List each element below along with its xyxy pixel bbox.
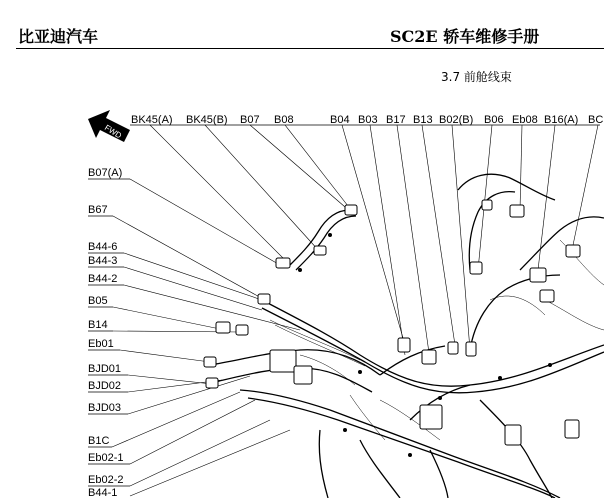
- left-label: BJD02: [88, 380, 122, 392]
- top-label-group: [131, 114, 603, 126]
- left-label: Eb01: [88, 338, 114, 350]
- left-label: B67: [88, 204, 108, 216]
- top-label: B03: [358, 114, 378, 126]
- top-label: B04: [330, 114, 350, 126]
- top-label: B06: [484, 114, 504, 126]
- left-label: Eb02-1: [88, 452, 124, 464]
- top-label: B16(A): [544, 114, 579, 126]
- left-label: B14: [88, 319, 108, 331]
- left-label: B44-3: [88, 255, 118, 267]
- top-label: BC: [588, 114, 604, 126]
- fwd-label: FWD: [102, 123, 124, 141]
- harness-bundles: [210, 174, 604, 498]
- top-label: BK45(A): [131, 114, 173, 126]
- connector-blocks: [204, 200, 580, 445]
- left-label: B44-6: [88, 241, 118, 253]
- fwd-arrow-icon: [88, 110, 130, 142]
- left-label: B1C: [88, 435, 110, 447]
- manual-title: SC2E 轿车维修手册: [390, 27, 540, 46]
- left-label: BJD03: [88, 402, 122, 414]
- left-label: B44-1: [88, 487, 118, 498]
- section-title: 3.7 前舱线束: [441, 70, 512, 84]
- top-label: B07: [240, 114, 260, 126]
- top-label: B17: [386, 114, 406, 126]
- left-label: BJD01: [88, 363, 122, 375]
- left-label: B44-2: [88, 273, 118, 285]
- top-label: B02(B): [439, 114, 474, 126]
- top-label: BK45(B): [186, 114, 228, 126]
- brand-name: 比亚迪汽车: [18, 27, 99, 46]
- left-label: Eb02-2: [88, 474, 124, 486]
- left-label: B05: [88, 295, 108, 307]
- left-label-group: [88, 167, 123, 498]
- top-label: Eb08: [512, 114, 538, 126]
- top-label: B08: [274, 114, 294, 126]
- left-label: B07(A): [88, 167, 123, 179]
- top-label: B13: [413, 114, 433, 126]
